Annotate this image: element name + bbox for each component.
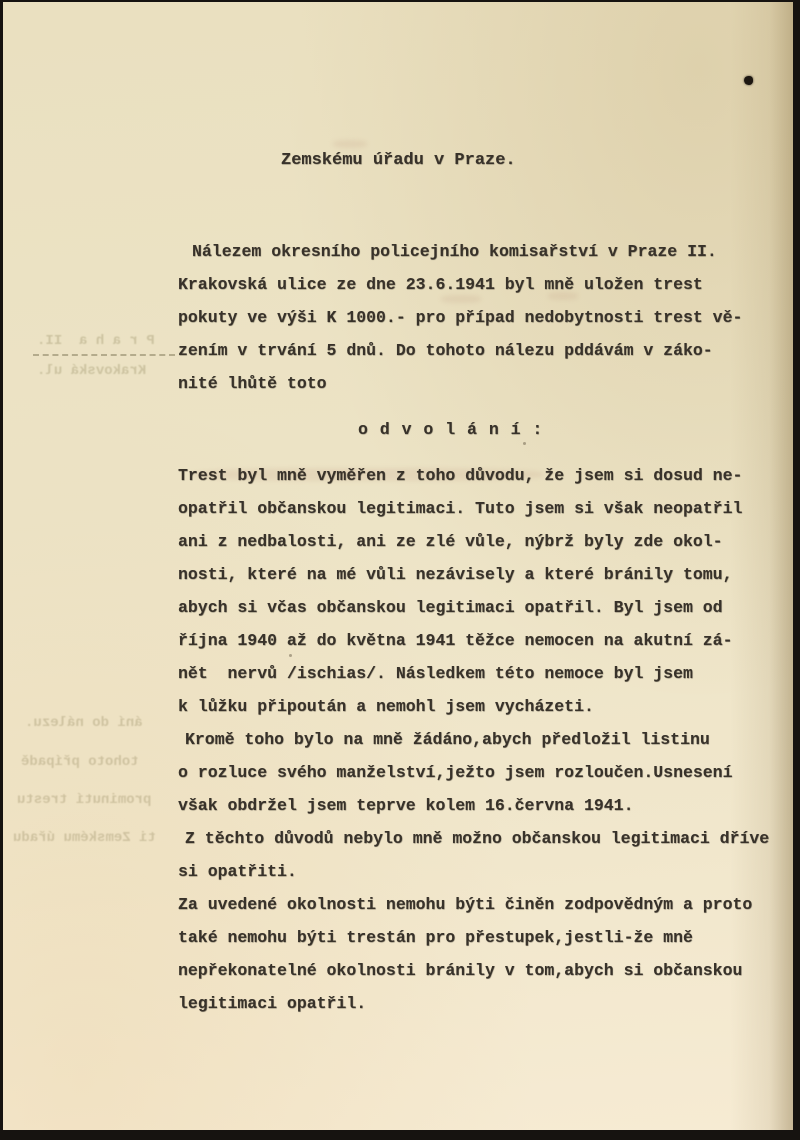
text-line: abych si včas občanskou legitimaci opatřil. Byl jsem od — [178, 598, 723, 617]
text-line: legitimaci opatřil. — [178, 994, 367, 1013]
text-line: Z těchto důvodů nebylo mně možno občanskou legitimaci dříve — [185, 829, 770, 848]
bleedthrough-dashes — [33, 354, 175, 356]
ink-smudge — [333, 140, 367, 148]
document-page — [3, 2, 793, 1130]
text-line: Krakovská ulice ze dne 23.6.1941 byl mně uložen trest — [178, 275, 703, 294]
text-line: o rozluce svého manželství,ježto jsem rozloučen.Usnesení — [178, 763, 733, 782]
text-line: nět nervů /ischias/. Následkem této nemoce byl jsem — [178, 664, 693, 683]
text-line: nité lhůtě toto — [178, 374, 327, 393]
text-line: k lůžku připoután a nemohl jsem vycházeti. — [178, 697, 594, 716]
text-line: pokuty ve výši K 1000.- pro případ nedobytnosti trest vě- — [178, 308, 743, 327]
bleedthrough-text: tohoto případě — [21, 754, 139, 770]
text-line: si opatřiti. — [178, 862, 297, 881]
text-line: Trest byl mně vyměřen z toho důvodu, že jsem si dosud ne- — [178, 466, 743, 485]
text-line: ani z nedbalosti, ani ze zlé vůle, nýbrž byly zde okol- — [178, 532, 723, 551]
text-line: však obdržel jsem teprve kolem 16.června 1941. — [178, 796, 634, 815]
bleedthrough-text: P r a h a II. — [37, 333, 155, 349]
text-line: zením v trvání 5 dnů. Do tohoto nálezu pddávám v záko- — [178, 341, 713, 360]
document-body — [178, 235, 798, 1020]
recipient-line: Zemskému úřadu v Praze. — [281, 151, 516, 170]
text-line: Za uvedené okolnosti nemohu býti činěn zodpovědným a proto — [178, 895, 753, 914]
ink-dot — [744, 76, 753, 85]
text-line: Kromě toho bylo na mně žádáno,abych předložil listinu — [185, 730, 710, 749]
text-line: nepřekonatelné okolnosti bránily v tom,abych si občanskou — [178, 961, 743, 980]
bleedthrough-text: Krakovská ul. — [37, 363, 147, 379]
bleedthrough-text: ti Zemskému úřadu — [13, 830, 156, 846]
text-line: nosti, které na mé vůli nezávisely a které bránily tomu, — [178, 565, 733, 584]
text-line: října 1940 až do května 1941 těžce nemocen na akutní zá- — [178, 631, 733, 650]
text-line: také nemohu býti trestán pro přestupek,jestli-že mně — [178, 928, 693, 947]
text-line: opatřil občanskou legitimaci. Tuto jsem si však neopatřil — [178, 499, 743, 518]
bleedthrough-text: ání do nálezu. — [25, 715, 143, 731]
bleedthrough-text: prominutí trestu — [17, 792, 152, 808]
appeal-heading: o d v o l á n í : — [358, 420, 544, 439]
text-line: Nálezem okresního policejního komisařství v Praze II. — [192, 242, 717, 261]
